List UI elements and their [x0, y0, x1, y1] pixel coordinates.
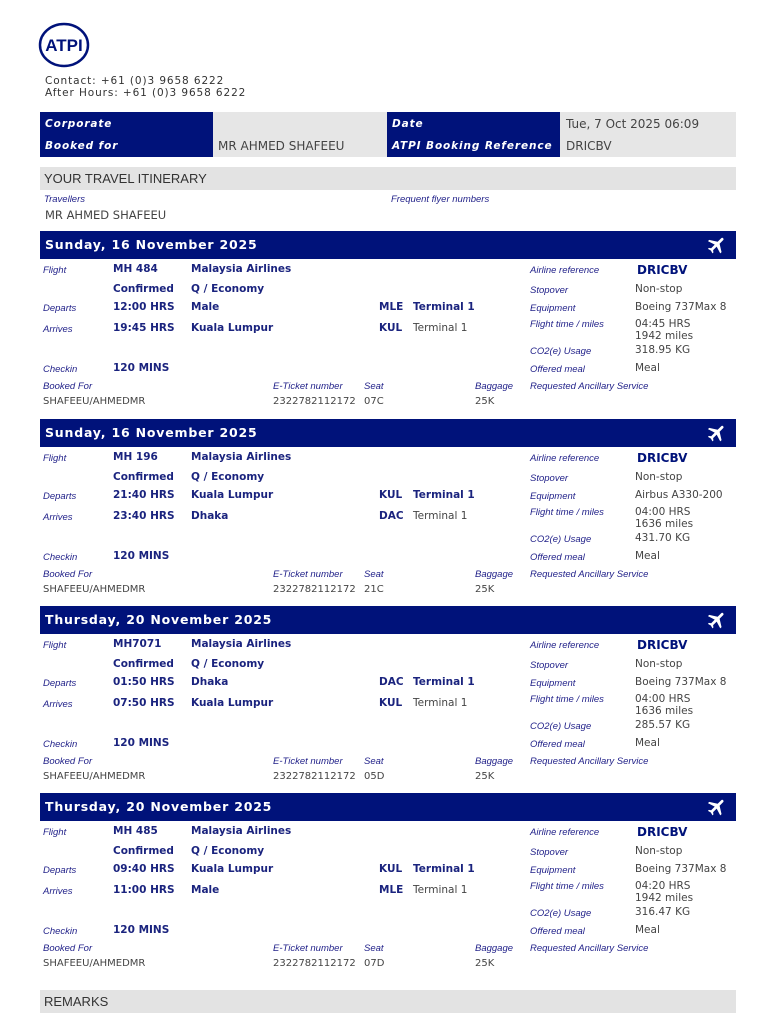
meal-label: Offered meal — [530, 364, 585, 375]
seat-label: Seat — [364, 569, 384, 580]
segment-date: Thursday, 20 November 2025 — [40, 606, 636, 634]
booked-for-label: Booked For — [43, 943, 93, 954]
airline-name: Malaysia Airlines — [191, 451, 292, 463]
flight-number: MH 485 — [113, 825, 158, 837]
baggage-value: 25K — [475, 396, 495, 407]
airline-name: Malaysia Airlines — [191, 263, 292, 275]
departure-code: DAC — [379, 676, 404, 688]
departs-label: Departs — [43, 303, 77, 314]
eticket-label: E-Ticket number — [273, 943, 343, 954]
frequent-flyer-label: Frequent flyer numbers — [391, 194, 490, 205]
co2-label: CO2(e) Usage — [530, 908, 592, 919]
cabin-class: Q / Economy — [191, 845, 265, 857]
co2-label: CO2(e) Usage — [530, 534, 592, 545]
baggage-label: Baggage — [475, 943, 514, 954]
seat-label: Seat — [364, 381, 384, 392]
eticket-number: 2322782112172 — [273, 958, 356, 969]
checkin-label: Checkin — [43, 739, 78, 750]
arrival-code: KUL — [379, 697, 403, 709]
departure-time: 12:00 HRS — [113, 301, 175, 313]
equipment-label: Equipment — [530, 303, 576, 314]
arrival-time: 19:45 HRS — [113, 322, 175, 334]
arrival-city: Kuala Lumpur — [191, 322, 274, 334]
co2-value: 318.95 KG — [635, 344, 691, 356]
stopover-value: Non-stop — [635, 471, 683, 483]
eticket-number: 2322782112172 — [273, 584, 356, 595]
equipment-label: Equipment — [530, 491, 576, 502]
seat-label: Seat — [364, 756, 384, 767]
flight-number: MH7071 — [113, 638, 162, 650]
seat-value: 21C — [364, 584, 384, 595]
meal-value: Meal — [635, 737, 660, 749]
checkin-time: 120 MINS — [113, 924, 170, 936]
corporate-label: Corporate — [45, 118, 113, 130]
segment-header — [40, 793, 736, 821]
booking-status: Confirmed — [113, 658, 174, 670]
meal-value: Meal — [635, 362, 660, 374]
stopover-value: Non-stop — [635, 845, 683, 857]
booked-for-passenger: SHAFEEU/AHMEDMR — [43, 584, 146, 595]
checkin-label: Checkin — [43, 552, 78, 563]
airline-name: Malaysia Airlines — [191, 638, 292, 650]
stopover-label: Stopover — [530, 285, 569, 296]
seat-value: 07C — [364, 396, 384, 407]
booked-for-label: Booked For — [43, 569, 93, 580]
booked-for-passenger: SHAFEEU/AHMEDMR — [43, 958, 146, 969]
flight-miles-value: 1942 miles — [635, 892, 694, 904]
booking-status: Confirmed — [113, 845, 174, 857]
equipment-label: Equipment — [530, 865, 576, 876]
arrival-city: Kuala Lumpur — [191, 697, 274, 709]
flight-miles-value: 1636 miles — [635, 518, 694, 530]
flight-time-label: Flight time / miles — [530, 507, 604, 518]
departure-time: 21:40 HRS — [113, 489, 175, 501]
co2-value: 316.47 KG — [635, 906, 691, 918]
flight-miles-value: 1942 miles — [635, 330, 694, 342]
ancillary-label: Requested Ancillary Service — [530, 943, 649, 954]
flight-time-label: Flight time / miles — [530, 881, 604, 892]
flight-label: Flight — [43, 827, 67, 838]
eticket-number: 2322782112172 — [273, 396, 356, 407]
departs-label: Departs — [43, 678, 77, 689]
arrives-label: Arrives — [43, 699, 73, 710]
remarks-title: REMARKS — [44, 994, 109, 1009]
arrival-terminal: Terminal 1 — [413, 697, 468, 709]
arrival-time: 23:40 HRS — [113, 510, 175, 522]
segment-plane-box — [636, 793, 736, 821]
segment-plane-box — [630, 231, 736, 259]
segment-date: Thursday, 20 November 2025 — [40, 793, 636, 821]
booked-for-label: Booked For — [43, 756, 93, 767]
cabin-class: Q / Economy — [191, 471, 265, 483]
co2-value: 431.70 KG — [635, 532, 691, 544]
stopover-value: Non-stop — [635, 658, 683, 670]
arrival-terminal: Terminal 1 — [413, 510, 468, 522]
flight-time-value: 04:00 HRS — [635, 693, 691, 705]
flight-miles-value: 1636 miles — [635, 705, 694, 717]
baggage-value: 25K — [475, 958, 495, 969]
booked-for-value: MR AHMED SHAFEEU — [218, 139, 345, 153]
departure-time: 09:40 HRS — [113, 863, 175, 875]
stopover-label: Stopover — [530, 473, 569, 484]
eticket-label: E-Ticket number — [273, 756, 343, 767]
departure-time: 01:50 HRS — [113, 676, 175, 688]
checkin-label: Checkin — [43, 926, 78, 937]
baggage-value: 25K — [475, 584, 495, 595]
segment-plane-box — [630, 419, 736, 447]
flight-label: Flight — [43, 453, 67, 464]
arrival-city: Male — [191, 884, 220, 896]
departure-city: Male — [191, 301, 220, 313]
departure-terminal: Terminal 1 — [413, 863, 475, 875]
ancillary-label: Requested Ancillary Service — [530, 381, 649, 392]
baggage-label: Baggage — [475, 756, 514, 767]
checkin-time: 120 MINS — [113, 550, 170, 562]
meal-value: Meal — [635, 924, 660, 936]
arrival-time: 07:50 HRS — [113, 697, 175, 709]
airline-ref-value: DRICBV — [637, 825, 688, 839]
booking-ref-label: ATPI Booking Reference — [392, 140, 553, 152]
airline-ref-label: Airline reference — [530, 827, 600, 838]
travellers-label: Travellers — [44, 194, 85, 205]
seat-value: 05D — [364, 771, 385, 782]
equipment-value: Boeing 737Max 8 — [635, 676, 727, 688]
co2-label: CO2(e) Usage — [530, 346, 592, 357]
after-hours-phone: After Hours: +61 (0)3 9658 6222 — [45, 87, 247, 99]
departure-terminal: Terminal 1 — [413, 489, 475, 501]
departure-terminal: Terminal 1 — [413, 676, 475, 688]
segment-date: Sunday, 16 November 2025 — [40, 231, 630, 259]
segment-header — [40, 231, 736, 259]
co2-label: CO2(e) Usage — [530, 721, 592, 732]
baggage-label: Baggage — [475, 569, 514, 580]
airline-ref-label: Airline reference — [530, 265, 600, 276]
itinerary-title: YOUR TRAVEL ITINERARY — [44, 171, 207, 186]
departure-code: MLE — [379, 301, 404, 313]
departure-city: Kuala Lumpur — [191, 489, 274, 501]
eticket-number: 2322782112172 — [273, 771, 356, 782]
flight-label: Flight — [43, 265, 67, 276]
traveller-name: MR AHMED SHAFEEU — [45, 208, 167, 222]
contact-phone: Contact: +61 (0)3 9658 6222 — [45, 75, 225, 87]
remarks-bar — [40, 990, 736, 1013]
airline-ref-label: Airline reference — [530, 640, 600, 651]
arrival-time: 11:00 HRS — [113, 884, 175, 896]
flight-number: MH 484 — [113, 263, 158, 275]
flight-time-value: 04:00 HRS — [635, 506, 691, 518]
flight-time-value: 04:45 HRS — [635, 318, 691, 330]
flight-time-label: Flight time / miles — [530, 694, 604, 705]
arrives-label: Arrives — [43, 886, 73, 897]
booked-for-passenger: SHAFEEU/AHMEDMR — [43, 396, 146, 407]
stopover-label: Stopover — [530, 847, 569, 858]
equipment-value: Boeing 737Max 8 — [635, 863, 727, 875]
departs-label: Departs — [43, 865, 77, 876]
arrives-label: Arrives — [43, 324, 73, 335]
arrival-terminal: Terminal 1 — [413, 884, 468, 896]
airline-ref-value: DRICBV — [637, 638, 688, 652]
airline-name: Malaysia Airlines — [191, 825, 292, 837]
arrival-code: MLE — [379, 884, 404, 896]
flight-time-value: 04:20 HRS — [635, 880, 691, 892]
seat-label: Seat — [364, 943, 384, 954]
segment-header — [40, 606, 736, 634]
booking-status: Confirmed — [113, 471, 174, 483]
equipment-value: Airbus A330-200 — [635, 489, 723, 501]
segment-plane-box — [636, 606, 736, 634]
stopover-value: Non-stop — [635, 283, 683, 295]
arrives-label: Arrives — [43, 512, 73, 523]
booking-status: Confirmed — [113, 283, 174, 295]
co2-value: 285.57 KG — [635, 719, 691, 731]
checkin-label: Checkin — [43, 364, 78, 375]
booked-for-label: Booked for — [45, 140, 119, 152]
flight-number: MH 196 — [113, 451, 158, 463]
meal-label: Offered meal — [530, 926, 585, 937]
departure-code: KUL — [379, 489, 403, 501]
departure-code: KUL — [379, 863, 403, 875]
equipment-label: Equipment — [530, 678, 576, 689]
airline-ref-value: DRICBV — [637, 263, 688, 277]
stopover-label: Stopover — [530, 660, 569, 671]
seat-value: 07D — [364, 958, 385, 969]
date-label: Date — [392, 118, 424, 130]
baggage-value: 25K — [475, 771, 495, 782]
arrival-terminal: Terminal 1 — [413, 322, 468, 334]
atpi-logo — [38, 22, 90, 68]
equipment-value: Boeing 737Max 8 — [635, 301, 727, 313]
eticket-label: E-Ticket number — [273, 381, 343, 392]
date-value: Tue, 7 Oct 2025 06:09 — [566, 117, 700, 131]
booked-for-passenger: SHAFEEU/AHMEDMR — [43, 771, 146, 782]
cabin-class: Q / Economy — [191, 658, 265, 670]
meal-label: Offered meal — [530, 739, 585, 750]
flight-time-label: Flight time / miles — [530, 319, 604, 330]
cabin-class: Q / Economy — [191, 283, 265, 295]
baggage-label: Baggage — [475, 381, 514, 392]
eticket-label: E-Ticket number — [273, 569, 343, 580]
ancillary-label: Requested Ancillary Service — [530, 756, 649, 767]
meal-value: Meal — [635, 550, 660, 562]
arrival-code: DAC — [379, 510, 404, 522]
departure-city: Kuala Lumpur — [191, 863, 274, 875]
arrival-code: KUL — [379, 322, 403, 334]
logo-text: ATPI — [45, 36, 83, 55]
departs-label: Departs — [43, 491, 77, 502]
segment-date: Sunday, 16 November 2025 — [40, 419, 630, 447]
checkin-time: 120 MINS — [113, 737, 170, 749]
meal-label: Offered meal — [530, 552, 585, 563]
departure-city: Dhaka — [191, 676, 229, 688]
flight-label: Flight — [43, 640, 67, 651]
departure-terminal: Terminal 1 — [413, 301, 475, 313]
ancillary-label: Requested Ancillary Service — [530, 569, 649, 580]
airline-ref-value: DRICBV — [637, 451, 688, 465]
checkin-time: 120 MINS — [113, 362, 170, 374]
booked-for-label: Booked For — [43, 381, 93, 392]
booking-ref-value: DRICBV — [566, 139, 612, 153]
arrival-city: Dhaka — [191, 510, 229, 522]
airline-ref-label: Airline reference — [530, 453, 600, 464]
segment-header — [40, 419, 736, 447]
